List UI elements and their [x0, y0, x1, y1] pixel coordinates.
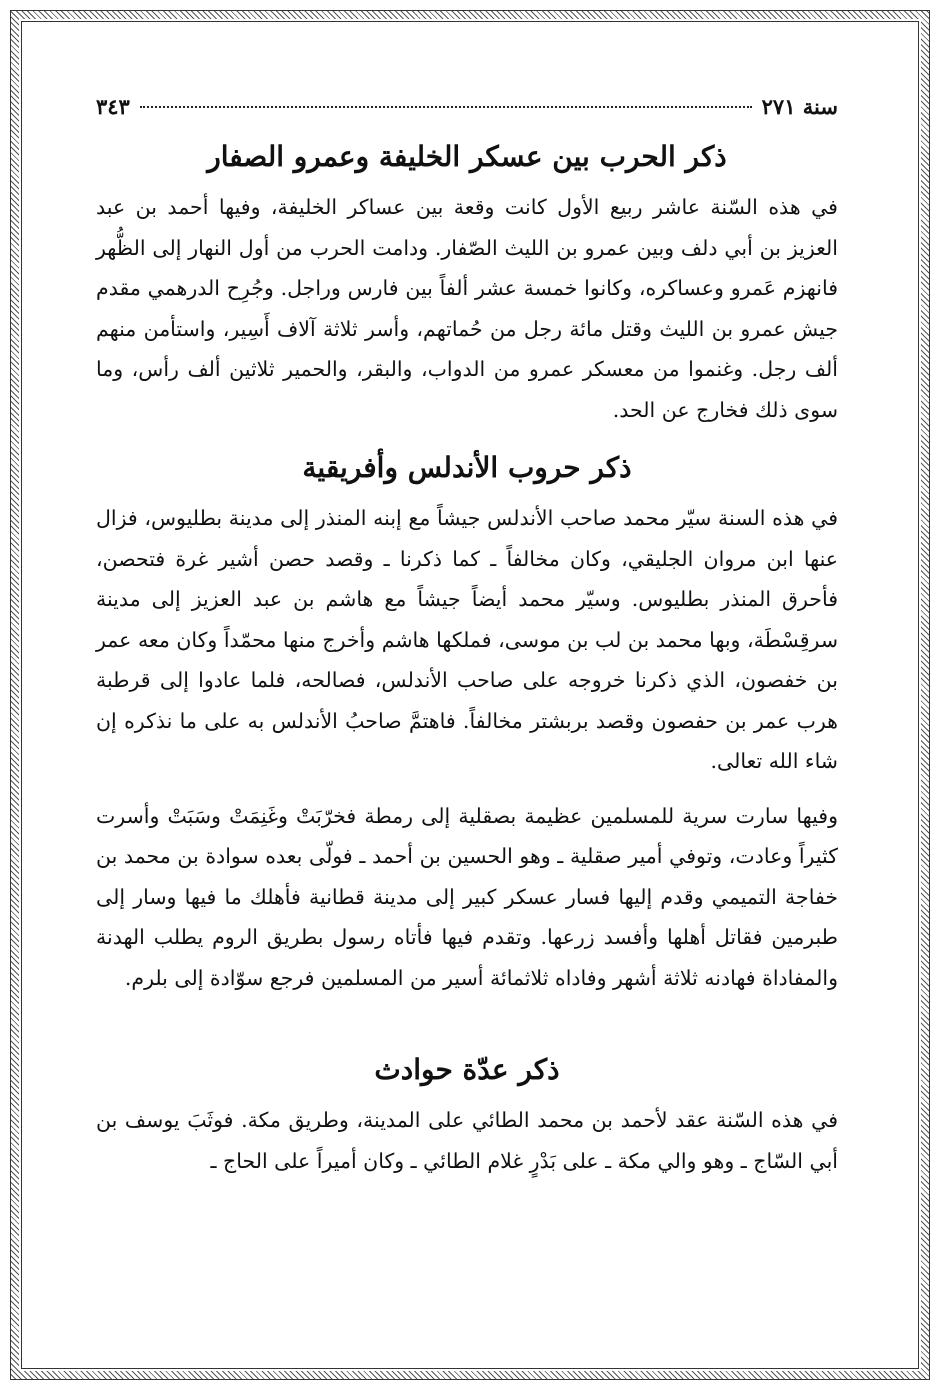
- paragraph: في هذه السّنة عاشر ربيع الأول كانت وقعة بين عساكر الخليفة، وفيها أحمد بن عبد العزيز بن أبي دلف وبين عمرو بن الليث الصّفار. ودامت الحرب من أول النهار إلى الظُّهر فانهزم عَمرو وعساكره، وكانوا خمسة عشر ألفاً بين فارس وراجل. وجُرِح الدرهمي مقدم جيش عمرو بن الليث وقتل مائة رجل من حُماتهم، وأسر ثلاثة آلاف أَسِير، واستأمن منهم ألف رجل. وغنموا من معسكر عمرو من الدواب، والبقر، والحمير ثلاثين ألف رأس، وما سوى ذلك فخارج عن الحد.: [96, 195, 838, 422]
- paragraph: وفيها سارت سرية للمسلمين عظيمة بصقلية إلى رمطة فخرّبَتْ وغَنِمَتْ وسَبَتْ وأسرت كثيراً وعادت، وتوفي أمير صقلية ـ وهو الحسين بن أحمد ـ فولّى بعده سوادة بن محمد بن خفاجة التميمي وقدم إليها فسار عسكر كبير إلى مدينة قطانية فأهلك ما فيها وسار إلى طبرمين فقاتل أهلها وأفسد زرعها. وتقدم فيها فأتاه رسول بطريق الروم يطلب الهدنة والمفاداة فهادنه ثلاثة أشهر وفاداه ثلاثمائة أسير من المسلمين فرجع سوّادة إلى بلرم.: [96, 803, 838, 990]
- paragraph: في هذه السنة سيّر محمد صاحب الأندلس جيشاً مع إبنه المنذر إلى مدينة بطليوس، فزال عنها ابن مروان الجليقي، وكان مخالفاً ـ كما ذكرنا ـ وقصد حصن أشير غرة فتحصن، فأحرق المنذر بطليوس. وسيّر محمد أيضاً جيشاً مع هاشم بن عبد العزيز إلى مدينة سرقِسْطَة، وبها محمد بن لب بن موسى، فملكها هاشم وأخرج منها محمّداً وكان معه عمر بن خفصون، الذي ذكرنا خروجه على صاحب الأندلس، فصالحه، فلما عادوا إلى قرطبة هرب عمر بن حفصون وقصد بربشتر مخالفاً. فاهتمَّ صاحبُ الأندلس به على ما نذكره إن شاء الله تعالى.: [96, 506, 838, 773]
- section-title: ذكر حروب الأندلس وأفريقية: [302, 451, 632, 484]
- running-header: [96, 94, 838, 119]
- page-number: ٣٤٣: [96, 94, 130, 119]
- section-title: ذكر عدّة حوادث: [374, 1053, 560, 1086]
- header-leader-dots: [140, 106, 752, 108]
- paragraph: في هذه السّنة عقد لأحمد بن محمد الطائي على المدينة، وطريق مكة. فوثَبَ يوسف بن أبي السّاج ـ وهو والي مكة ـ على بَدْرٍ غلام الطائي ـ وكان أميراً على الحاج ـ: [96, 1108, 838, 1173]
- year-label: سنة ٢٧١: [761, 94, 838, 119]
- section-title: ذكر الحرب بين عسكر الخليفة وعمرو الصفار: [207, 140, 727, 173]
- book-page: [96, 80, 838, 1181]
